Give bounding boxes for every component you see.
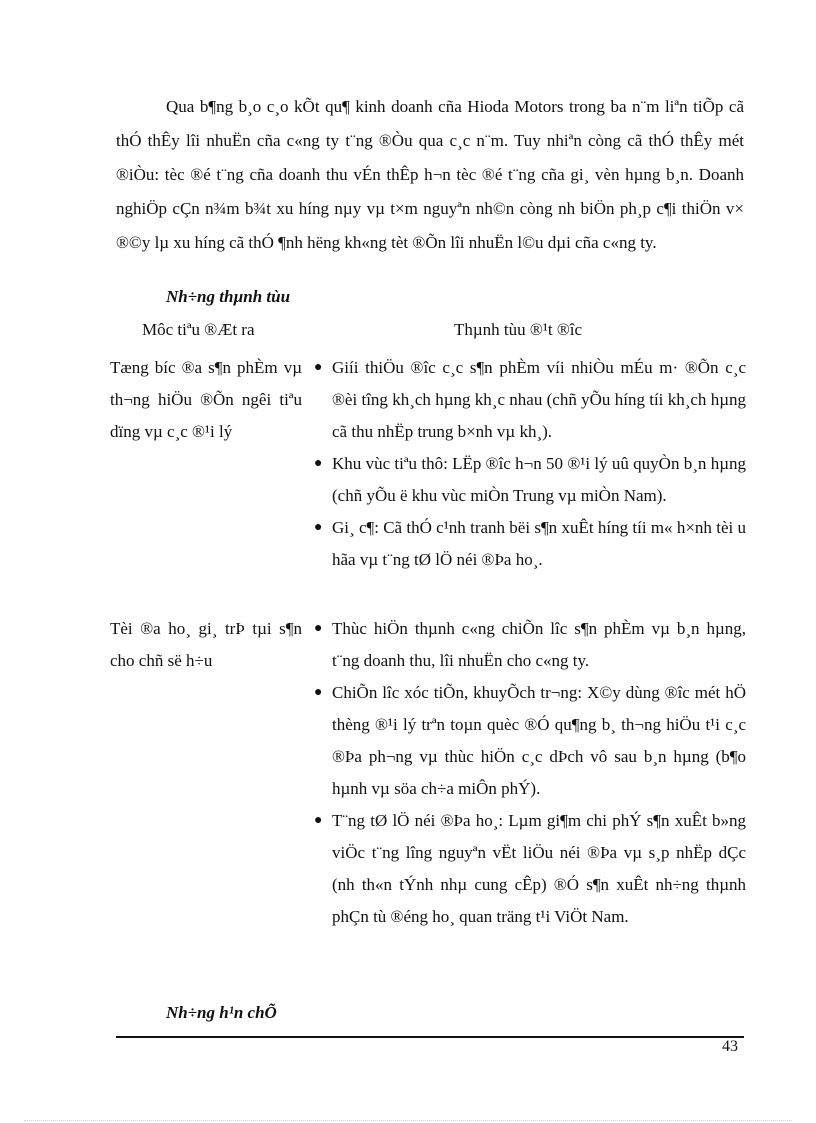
achievement-list (310, 613, 746, 933)
goal-cell: Tèi ®a ho¸ gi¸ trÞ tµi s¶n cho chñ së h÷u (110, 619, 302, 670)
list-item (310, 448, 746, 512)
goal-column-header: Môc tiªu ®Æt ra (142, 320, 255, 339)
bullet-icon: ● (314, 456, 323, 471)
bullet-icon: ● (314, 685, 323, 700)
achievement-column-header: Thµnh tùu ®¹t ®îc (454, 320, 583, 339)
intro-text: Qua b¶ng b¸o c¸o kÕt qu¶ kinh doanh cña Hioda Motors trong ba n¨m liªn tiÕp cã thÓ thÊy lîi nhuËn cña c«ng ty t¨ng ®Òu qua c¸c n¨m. Tuy nhiªn còng cã thÓ thÊy mét ®iÒu: tèc ®é t¨ng cña doanh thu vÉn thÊp h¬n tèc ®é t¨ng cña gi¸ vèn hµng b¸n. Doanh nghiÖp cÇn n¾m b¾t xu híng nµy vµ t×m nguyªn nh©n còng nh biÖn ph¸p c¶i thiÖn v× ®©y lµ xu híng cã thÓ ¶nh hëng kh«ng tèt ®Õn lîi nhuËn l©u dµi cña c«ng ty. (116, 97, 744, 252)
achievement-text: Gi¸ c¶: Cã thÓ c¹nh tranh bëi s¶n xuÊt híng tíi m« h×nh tèi u hãa vµ t¨ng tØ lÖ néi ®Þa ho¸. (332, 518, 746, 569)
bullet-icon: ● (314, 360, 323, 375)
bullet-icon: ● (314, 621, 323, 636)
achievement-text: T¨ng tØ lÖ néi ®Þa ho¸: Lµm gi¶m chi phÝ s¶n xuÊt b»ng viÖc t¨ng lîng nguyªn vËt liÖu néi ®Þa vµ s¸p nhËp dÇc (nh th«n tÝnh nhµ cung cÊp) ®Ó s¶n xuÊt nh÷ng thµnh phÇn tù ®éng ho¸ quan träng t¹i ViÖt Nam. (332, 811, 746, 926)
list-item (310, 805, 746, 933)
list-item (310, 677, 746, 805)
bullet-icon: ● (314, 813, 323, 828)
intro-paragraph (116, 90, 744, 260)
achievement-text: Khu vùc tiªu thô: LËp ®îc h¬n 50 ®¹i lý uû quyÒn b¸n hµng (chñ yÕu ë khu vùc miÒn Trung vµ miÒn Nam). (332, 454, 746, 505)
achievement-text: Giíi thiÖu ®îc c¸c s¶n phÈm víi nhiÒu mÉu m· ®Õn c¸c ®èi tîng kh¸ch hµng kh¸c nhau (chñ yÕu híng tíi kh¸ch hµng cã thu nhËp trung b×nh vµ kh¸). (332, 358, 746, 441)
achievement-text: Thùc hiÖn thµnh c«ng chiÕn lîc s¶n phÈm vµ b¸n hµng, t¨ng doanh thu, lîi nhuËn cho c«ng ty. (332, 619, 746, 670)
limitations-heading: Nh÷ng h¹n chÕ (166, 1003, 277, 1022)
achievement-text: ChiÕn lîc xóc tiÕn, khuyÕch tr¬ng: X©y dùng ®îc mét hÖ thèng ®¹i lý trªn toµn quèc ®Ó qu¶ng b¸ th¬ng hiÖu t¹i c¸c ®Þa ph¬ng vµ thùc hiÖn c¸c dÞch vô sau b¸n hµng (b¶o hµnh vµ söa ch÷a miÔn phÝ). (332, 683, 746, 798)
goal-cell: Tæng bíc ®a s¶n phÈm vµ th¬ng hiÖu ®Õn ngêi tiªu dïng vµ c¸c ®¹i lý (110, 358, 302, 441)
list-item (310, 352, 746, 448)
page-edge-divider (24, 1120, 792, 1121)
achievement-list (310, 352, 746, 576)
list-item (310, 512, 746, 576)
page-number: 43 (722, 1038, 738, 1055)
bullet-icon: ● (314, 520, 323, 535)
footer-divider (116, 1036, 744, 1038)
achievements-heading: Nh÷ng thµnh tùu (166, 287, 291, 306)
list-item (310, 613, 746, 677)
